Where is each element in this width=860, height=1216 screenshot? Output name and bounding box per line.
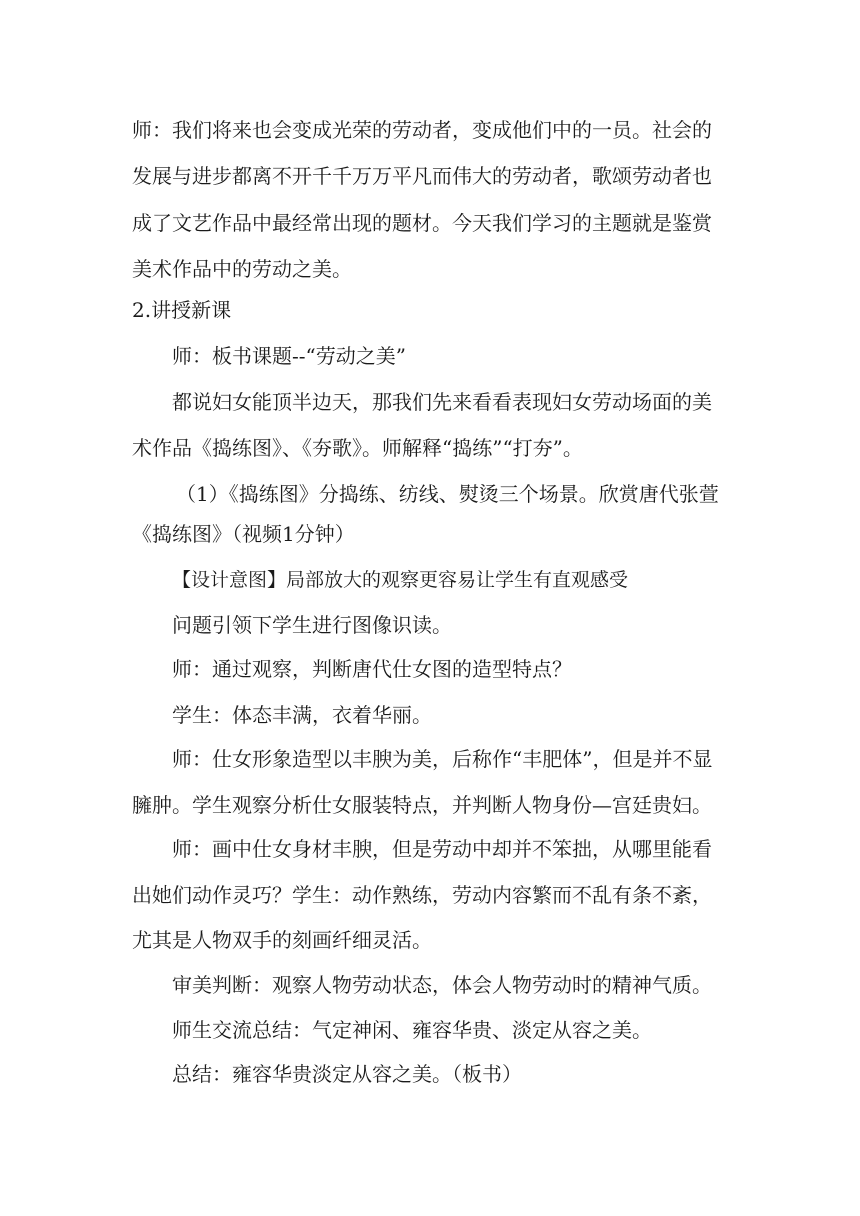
paragraph-line: 术作品《捣练图》、《夯歌》。师解释“捣练”“打夯”。 xyxy=(132,436,583,460)
paragraph-line: 成了文艺作品中最经常出现的题材。今天我们学习的主题就是鉴赏 xyxy=(132,211,712,235)
paragraph-line: 《捣练图》（视频1分钟） xyxy=(132,522,355,546)
paragraph-line: 审美判断：观察人物劳动状态，体会人物劳动时的精神气质。 xyxy=(172,973,712,997)
paragraph-line: 师：画中仕女身材丰腴，但是劳动中却并不笨拙，从哪里能看 xyxy=(172,837,712,861)
paragraph-line: （1）《捣练图》分捣练、纺线、熨烫三个场景。欣赏唐代张萱 xyxy=(176,482,719,506)
paragraph-line: 美术作品中的劳动之美。 xyxy=(132,257,352,281)
paragraph-line: 问题引领下学生进行图像识读。 xyxy=(172,613,452,637)
paragraph-line: 都说妇女能顶半边天，那我们先来看看表现妇女劳动场面的美 xyxy=(172,390,712,414)
design-intent-line: 【设计意图】局部放大的观察更容易让学生有直观感受 xyxy=(172,569,629,591)
paragraph-line: 学生：体态丰满，衣着华丽。 xyxy=(172,703,432,727)
paragraph-line: 总结：雍容华贵淡定从容之美。（板书） xyxy=(172,1062,522,1086)
paragraph-line: 师：我们将来也会变成光荣的劳动者，变成他们中的一员。社会的 xyxy=(132,118,712,142)
paragraph-line: 师生交流总结：气定神闲、雍容华贵、淡定从容之美。 xyxy=(172,1018,652,1042)
paragraph-line: 师：仕女形象造型以丰腴为美，后称作“丰肥体”，但是并不显 xyxy=(172,747,713,771)
paragraph-line: 发展与进步都离不开千千万万平凡而伟大的劳动者，歌颂劳动者也 xyxy=(132,164,712,188)
section-heading: 2.讲授新课 xyxy=(132,298,232,322)
paragraph-line: 师：板书课题--“劳动之美” xyxy=(172,344,406,368)
paragraph-line: 尤其是人物双手的刻画纤细灵活。 xyxy=(132,928,432,952)
paragraph-line: 臃肿。学生观察分析仕女服装特点，并判断人物身份—宫廷贵妇。 xyxy=(132,793,712,817)
paragraph-line: 出她们动作灵巧？学生：动作熟练，劳动内容繁而不乱有条不紊， xyxy=(132,883,712,907)
paragraph-line: 师：通过观察，判断唐代仕女图的造型特点？ xyxy=(172,657,572,681)
